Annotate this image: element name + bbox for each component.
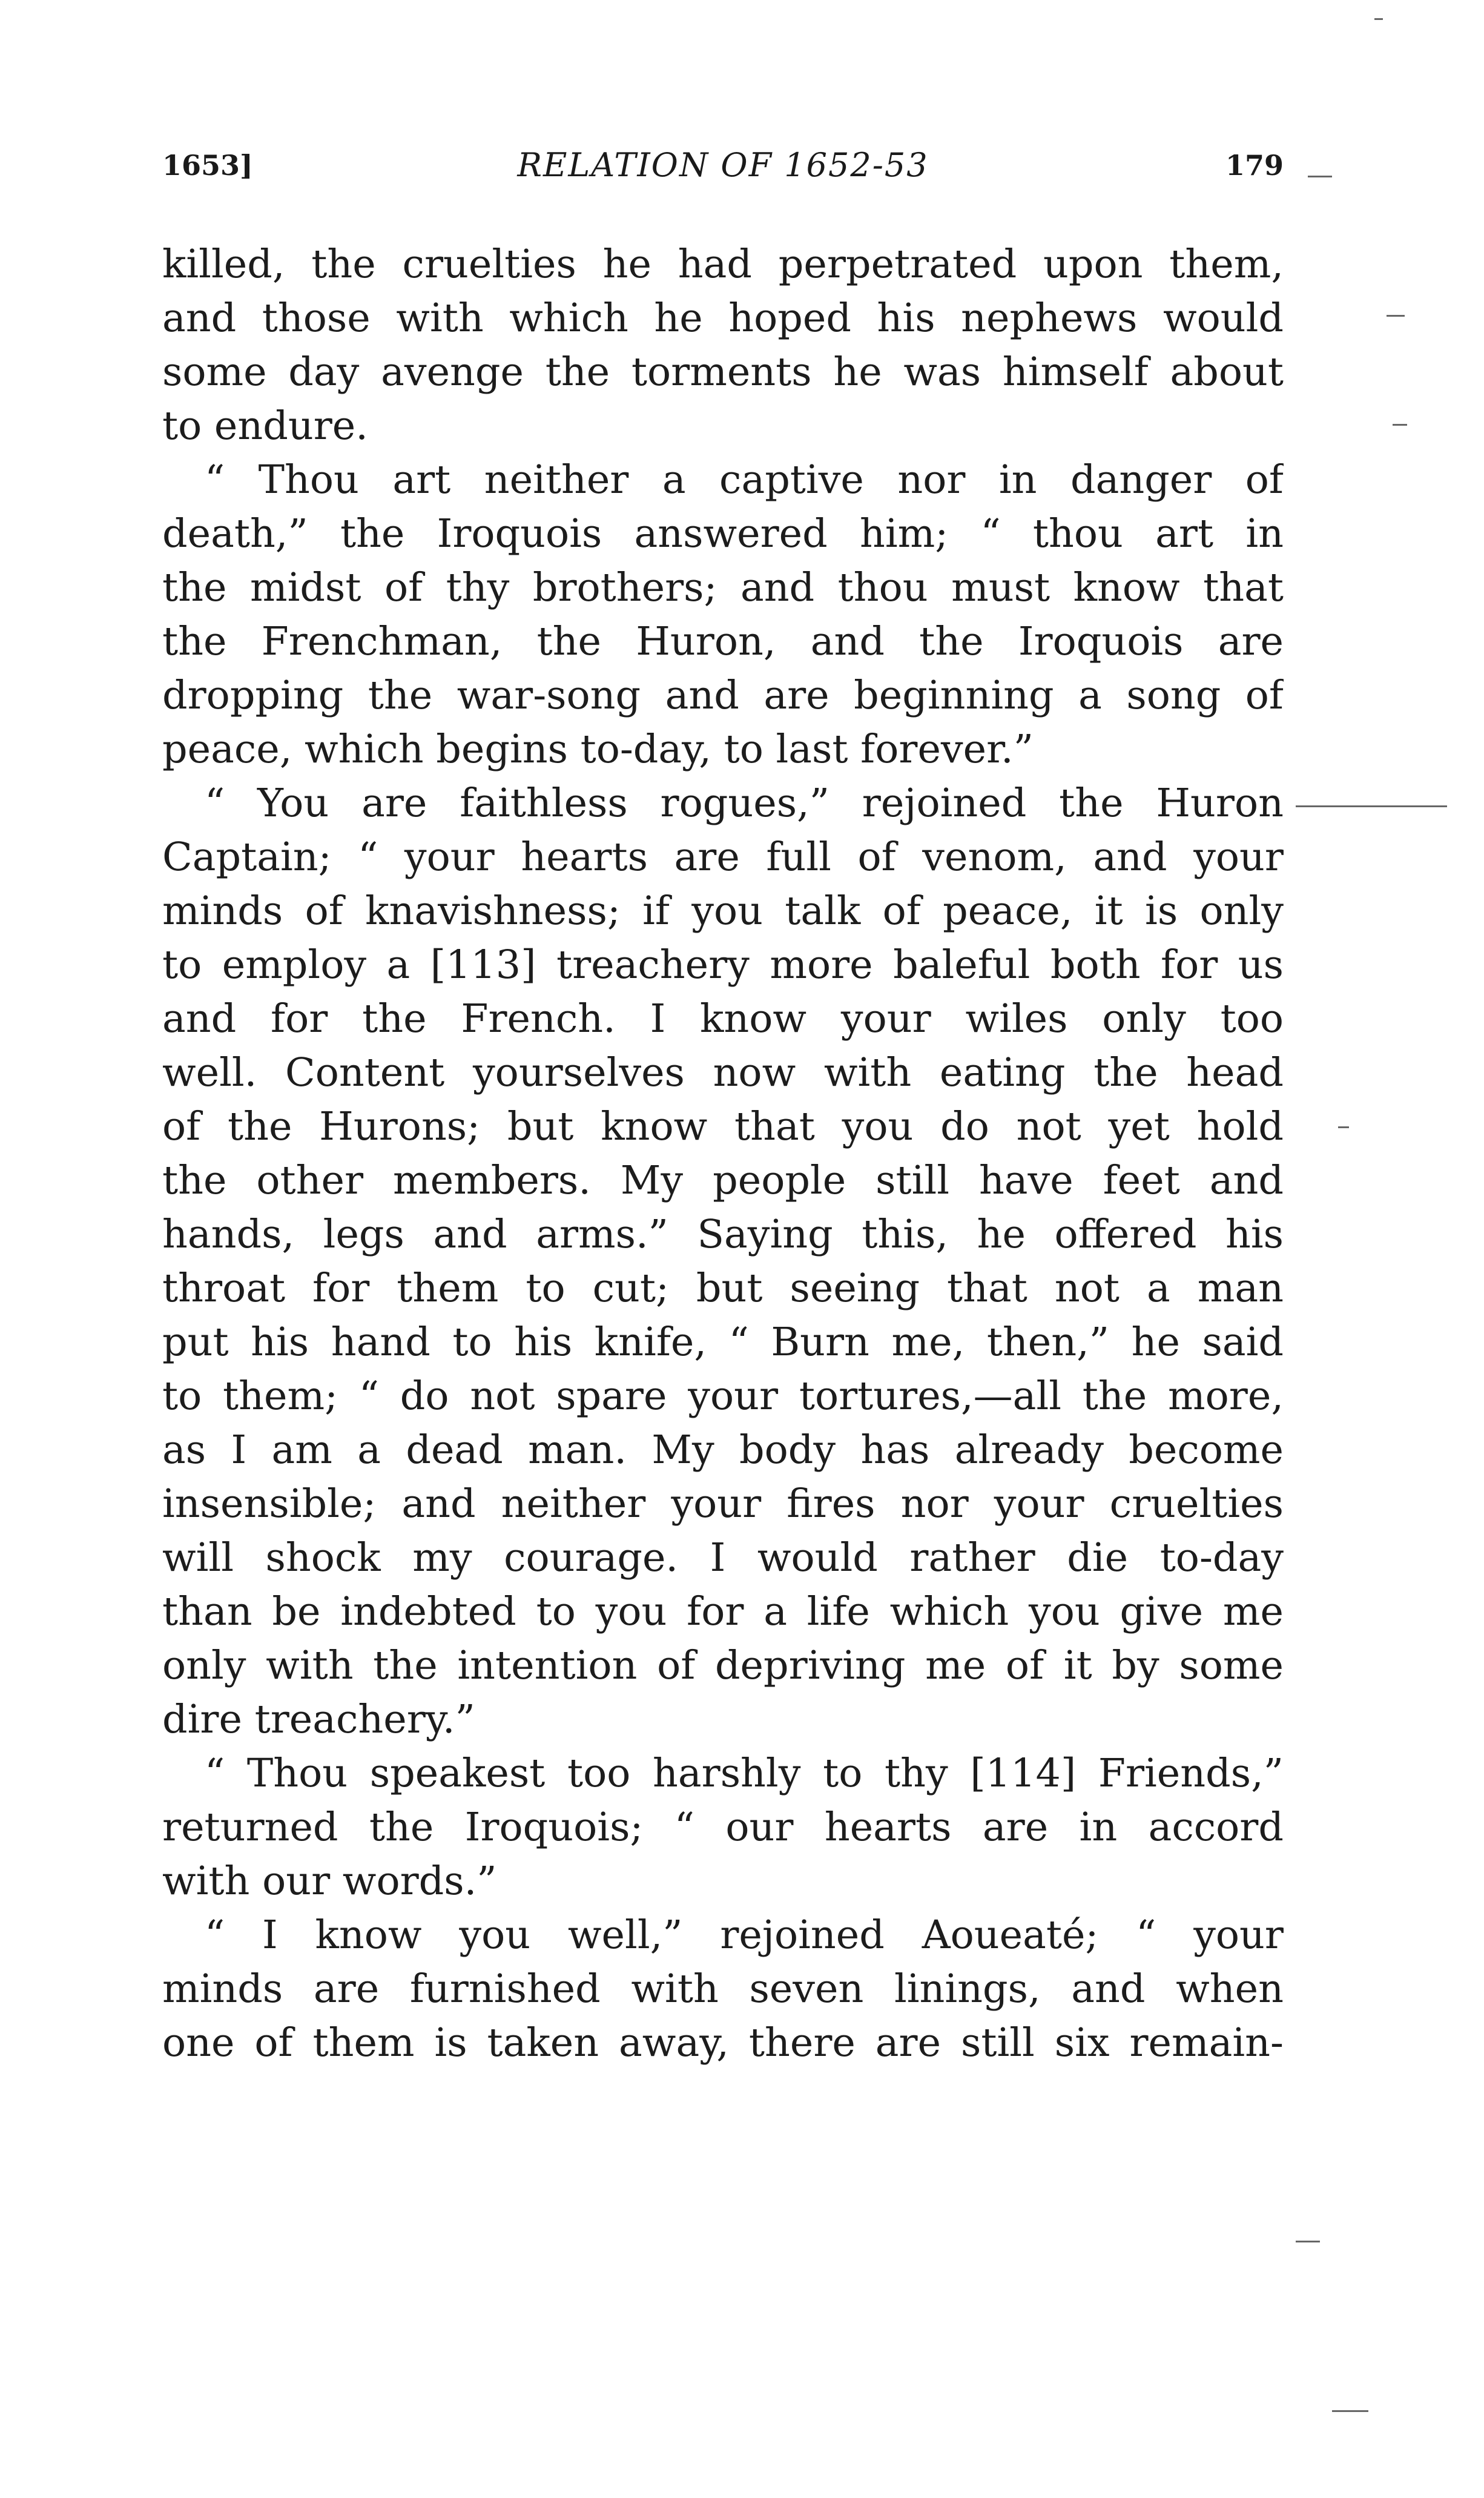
text-line: than be indebted to you for a life which you give me: [162, 1589, 1284, 1634]
text-line: of the Hurons; but know that you do not yet hold: [162, 1104, 1284, 1149]
text-line: with our words.”: [162, 1859, 497, 1904]
text-line: minds of knavishness; if you talk of peace, it is only: [162, 888, 1284, 934]
text-line: hands, legs and arms.” Saying this, he offered his: [162, 1212, 1284, 1257]
text-line: returned the Iroquois; “ our hearts are in accord: [162, 1805, 1284, 1850]
text-line: the midst of thy brothers; and thou must know that: [162, 565, 1284, 610]
text-line: the Frenchman, the Huron, and the Iroquois are: [162, 619, 1284, 664]
header-title: RELATION OF 1652-53: [517, 146, 929, 184]
text-line: to endure.: [162, 403, 368, 449]
text-line: death,” the Iroquois answered him; “ thou art in: [162, 511, 1284, 557]
text-line: “ You are faithless rogues,” rejoined the Huron: [205, 781, 1284, 826]
text-line: to them; “ do not spare your tortures,—all the more,: [162, 1373, 1284, 1419]
scan-artifact: [1296, 805, 1447, 807]
text-line: killed, the cruelties he had perpetrated upon them,: [162, 242, 1284, 287]
text-line: put his hand to his knife, “ Burn me, then,” he said: [162, 1320, 1284, 1365]
running-header: [162, 144, 1284, 187]
text-line: and for the French. I know your wiles only too: [162, 996, 1284, 1042]
text-line: “ Thou art neither a captive nor in danger of: [205, 457, 1284, 503]
text-line: only with the intention of depriving me of it by some: [162, 1643, 1284, 1688]
text-line: one of them is taken away, there are still six remain-: [162, 2020, 1284, 2066]
text-line: to employ a [113] treachery more baleful both for us: [162, 942, 1284, 988]
text-line: and those with which he hoped his nephews would: [162, 296, 1284, 341]
text-line: Captain; “ your hearts are full of venom, and your: [162, 834, 1284, 880]
text-line: insensible; and neither your fires nor your cruelties: [162, 1481, 1284, 1527]
scan-artifact: [1308, 176, 1332, 177]
text-line: throat for them to cut; but seeing that not a man: [162, 1266, 1284, 1311]
scan-artifact: [1338, 1126, 1349, 1128]
text-line: “ I know you well,” rejoined Aoueaté; “ your: [205, 1912, 1284, 1958]
text-line: “ Thou speakest too harshly to thy [114] Friends,”: [205, 1751, 1284, 1796]
page-number: 179: [1225, 149, 1284, 182]
text-line: will shock my courage. I would rather die to-day: [162, 1535, 1284, 1581]
text-line: well. Content yourselves now with eating the head: [162, 1050, 1284, 1095]
body-text: [162, 237, 1284, 2070]
text-line: dire treachery.”: [162, 1697, 475, 1742]
scan-artifact: [1393, 424, 1407, 426]
header-year: 1653]: [162, 149, 253, 182]
scan-artifact: [1296, 2241, 1320, 2242]
scan-artifact: [1387, 315, 1405, 317]
scan-artifact: [1374, 18, 1383, 20]
text-line: the other members. My people still have feet and: [162, 1158, 1284, 1203]
text-line: some day avenge the torments he was himself about: [162, 349, 1284, 395]
text-line: peace, which begins to-day, to last forever.”: [162, 727, 1034, 772]
text-line: minds are furnished with seven linings, and when: [162, 1966, 1284, 2012]
text-line: as I am a dead man. My body has already become: [162, 1427, 1284, 1473]
scan-artifact: [1332, 2410, 1368, 2412]
text-line: dropping the war-song and are beginning a song of: [162, 673, 1284, 718]
